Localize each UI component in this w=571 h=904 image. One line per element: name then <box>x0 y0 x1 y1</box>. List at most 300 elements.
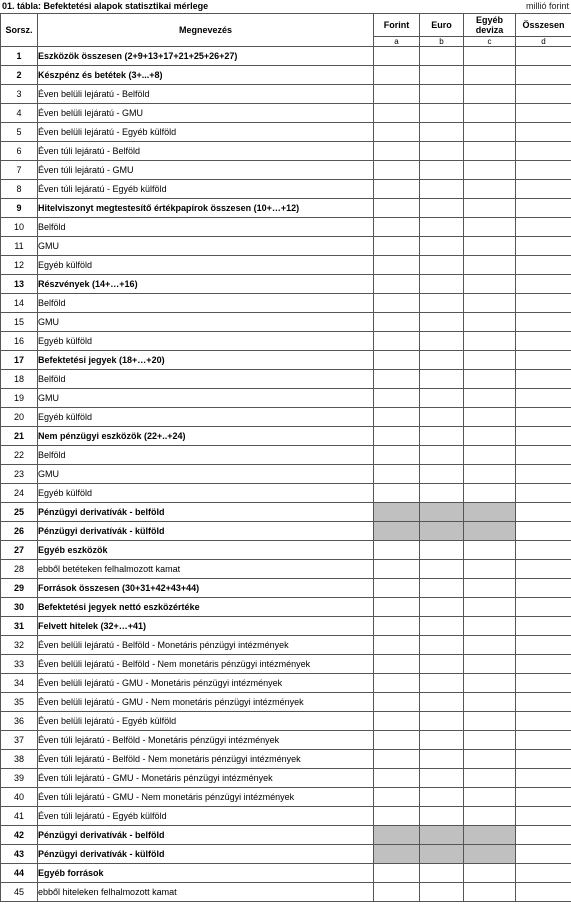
table-row <box>1 218 571 237</box>
cell-forint[interactable] <box>374 541 420 560</box>
row-number: 2 <box>1 66 38 85</box>
cell-forint[interactable] <box>374 636 420 655</box>
cell-osszesen[interactable] <box>516 351 571 370</box>
cell-osszesen[interactable] <box>516 826 571 845</box>
cell-osszesen[interactable] <box>516 484 571 503</box>
cell-egyeb-deviza[interactable] <box>464 446 516 465</box>
table-row <box>1 655 571 674</box>
cell-egyeb-deviza[interactable] <box>464 199 516 218</box>
row-number: 7 <box>1 161 38 180</box>
cell-forint[interactable] <box>374 389 420 408</box>
row-number: 10 <box>1 218 38 237</box>
cell-egyeb-deviza[interactable] <box>464 864 516 883</box>
row-label: GMU <box>38 313 374 332</box>
row-number: 18 <box>1 370 38 389</box>
cell-egyeb-deviza[interactable] <box>464 408 516 427</box>
table-row <box>1 883 571 902</box>
table-row <box>1 712 571 731</box>
cell-osszesen[interactable] <box>516 788 571 807</box>
cell-egyeb-deviza[interactable] <box>464 636 516 655</box>
subheader-a: a <box>374 37 420 47</box>
cell-euro[interactable] <box>420 465 464 484</box>
row-number: 16 <box>1 332 38 351</box>
row-number: 41 <box>1 807 38 826</box>
cell-egyeb-deviza[interactable] <box>464 788 516 807</box>
row-number: 20 <box>1 408 38 427</box>
cell-euro[interactable] <box>420 579 464 598</box>
table-row <box>1 598 571 617</box>
cell-forint[interactable] <box>374 674 420 693</box>
row-label: Éven belüli lejáratú - GMU - Monetáris pénzügyi intézmények <box>38 674 374 693</box>
cell-osszesen[interactable] <box>516 617 571 636</box>
cell-forint <box>374 522 420 541</box>
row-label: Éven túli lejáratú - Belföld <box>38 142 374 161</box>
cell-egyeb-deviza[interactable] <box>464 750 516 769</box>
header-forint: Forint <box>374 14 420 37</box>
table-row <box>1 313 571 332</box>
table-row <box>1 503 571 522</box>
cell-osszesen[interactable] <box>516 598 571 617</box>
row-number: 30 <box>1 598 38 617</box>
row-label: Éven belüli lejáratú - GMU <box>38 104 374 123</box>
cell-euro[interactable] <box>420 180 464 199</box>
cell-osszesen[interactable] <box>516 446 571 465</box>
row-label: Egyéb külföld <box>38 484 374 503</box>
cell-euro[interactable] <box>420 370 464 389</box>
table-row <box>1 446 571 465</box>
row-label: Belföld <box>38 370 374 389</box>
table-row <box>1 161 571 180</box>
cell-forint[interactable] <box>374 446 420 465</box>
cell-egyeb-deviza[interactable] <box>464 712 516 731</box>
cell-forint[interactable] <box>374 161 420 180</box>
cell-osszesen[interactable] <box>516 807 571 826</box>
cell-egyeb-deviza[interactable] <box>464 180 516 199</box>
cell-osszesen[interactable] <box>516 883 571 902</box>
cell-forint[interactable] <box>374 807 420 826</box>
subheader-d: d <box>516 37 571 47</box>
cell-egyeb-deviza[interactable] <box>464 389 516 408</box>
balance-sheet-table <box>0 13 571 902</box>
table-row <box>1 408 571 427</box>
row-label: Belföld <box>38 294 374 313</box>
cell-forint[interactable] <box>374 313 420 332</box>
cell-euro[interactable] <box>420 47 464 66</box>
cell-forint[interactable] <box>374 332 420 351</box>
cell-euro[interactable] <box>420 674 464 693</box>
table-row <box>1 617 571 636</box>
table-row <box>1 427 571 446</box>
cell-forint[interactable] <box>374 617 420 636</box>
table-row <box>1 484 571 503</box>
row-number: 3 <box>1 85 38 104</box>
row-label: Éven túli lejáratú - Egyéb külföld <box>38 807 374 826</box>
cell-osszesen[interactable] <box>516 294 571 313</box>
cell-forint[interactable] <box>374 408 420 427</box>
cell-osszesen[interactable] <box>516 560 571 579</box>
row-label: ebből hiteleken felhalmozott kamat <box>38 883 374 902</box>
cell-egyeb-deviza[interactable] <box>464 237 516 256</box>
cell-forint[interactable] <box>374 560 420 579</box>
cell-forint[interactable] <box>374 66 420 85</box>
cell-euro[interactable] <box>420 864 464 883</box>
cell-egyeb-deviza <box>464 826 516 845</box>
cell-osszesen[interactable] <box>516 769 571 788</box>
cell-osszesen[interactable] <box>516 579 571 598</box>
row-label: Éven túli lejáratú - GMU - Monetáris pénzügyi intézmények <box>38 769 374 788</box>
cell-egyeb-deviza[interactable] <box>464 674 516 693</box>
table-row <box>1 389 571 408</box>
cell-euro[interactable] <box>420 237 464 256</box>
table-row <box>1 731 571 750</box>
cell-forint[interactable] <box>374 199 420 218</box>
unit-label: millió forint <box>525 1 569 11</box>
cell-egyeb-deviza[interactable] <box>464 598 516 617</box>
cell-euro[interactable] <box>420 199 464 218</box>
cell-euro[interactable] <box>420 351 464 370</box>
cell-forint[interactable] <box>374 180 420 199</box>
cell-osszesen[interactable] <box>516 465 571 484</box>
cell-forint <box>374 826 420 845</box>
cell-osszesen[interactable] <box>516 123 571 142</box>
row-label: GMU <box>38 465 374 484</box>
table-row <box>1 788 571 807</box>
subheader-c: c <box>464 37 516 47</box>
row-label: Hitelviszonyt megtestesítő értékpapírok összesen (10+…+12) <box>38 199 374 218</box>
cell-forint[interactable] <box>374 218 420 237</box>
cell-osszesen[interactable] <box>516 674 571 693</box>
cell-osszesen[interactable] <box>516 693 571 712</box>
table-title-bar <box>0 0 571 13</box>
cell-forint[interactable] <box>374 351 420 370</box>
cell-egyeb-deviza[interactable] <box>464 484 516 503</box>
table-row <box>1 579 571 598</box>
row-label: Egyéb külföld <box>38 256 374 275</box>
table-row <box>1 294 571 313</box>
row-number: 27 <box>1 541 38 560</box>
row-label: Nem pénzügyi eszközök (22+..+24) <box>38 427 374 446</box>
cell-euro[interactable] <box>420 218 464 237</box>
cell-euro[interactable] <box>420 256 464 275</box>
cell-forint[interactable] <box>374 484 420 503</box>
cell-egyeb-deviza <box>464 845 516 864</box>
cell-euro[interactable] <box>420 769 464 788</box>
cell-egyeb-deviza[interactable] <box>464 294 516 313</box>
row-label: Éven belüli lejáratú - Belföld <box>38 85 374 104</box>
cell-forint[interactable] <box>374 275 420 294</box>
cell-euro[interactable] <box>420 712 464 731</box>
cell-osszesen[interactable] <box>516 541 571 560</box>
cell-osszesen[interactable] <box>516 332 571 351</box>
row-number: 24 <box>1 484 38 503</box>
cell-osszesen[interactable] <box>516 503 571 522</box>
cell-forint[interactable] <box>374 294 420 313</box>
row-number: 44 <box>1 864 38 883</box>
row-number: 14 <box>1 294 38 313</box>
row-number: 22 <box>1 446 38 465</box>
row-label: Éven belüli lejáratú - Belföld - Monetáris pénzügyi intézmények <box>38 636 374 655</box>
header-osszesen: Összesen <box>516 14 571 37</box>
cell-egyeb-deviza[interactable] <box>464 465 516 484</box>
row-label: Éven túli lejáratú - Belföld - Monetáris pénzügyi intézmények <box>38 731 374 750</box>
row-label: Források összesen (30+31+42+43+44) <box>38 579 374 598</box>
table-row <box>1 560 571 579</box>
cell-euro[interactable] <box>420 731 464 750</box>
cell-forint[interactable] <box>374 47 420 66</box>
cell-osszesen[interactable] <box>516 161 571 180</box>
cell-forint[interactable] <box>374 370 420 389</box>
row-number: 4 <box>1 104 38 123</box>
row-label: Éven belüli lejáratú - Egyéb külföld <box>38 712 374 731</box>
cell-egyeb-deviza[interactable] <box>464 123 516 142</box>
cell-osszesen[interactable] <box>516 199 571 218</box>
subheader-b: b <box>420 37 464 47</box>
cell-euro[interactable] <box>420 123 464 142</box>
cell-euro[interactable] <box>420 427 464 446</box>
row-number: 40 <box>1 788 38 807</box>
cell-osszesen[interactable] <box>516 85 571 104</box>
cell-egyeb-deviza[interactable] <box>464 560 516 579</box>
header-megnevezes: Megnevezés <box>38 14 374 47</box>
cell-euro[interactable] <box>420 66 464 85</box>
cell-egyeb-deviza[interactable] <box>464 142 516 161</box>
cell-egyeb-deviza[interactable] <box>464 332 516 351</box>
cell-osszesen[interactable] <box>516 522 571 541</box>
cell-osszesen[interactable] <box>516 256 571 275</box>
cell-forint[interactable] <box>374 712 420 731</box>
table-row <box>1 351 571 370</box>
cell-osszesen[interactable] <box>516 47 571 66</box>
cell-euro <box>420 826 464 845</box>
cell-egyeb-deviza[interactable] <box>464 256 516 275</box>
row-number: 15 <box>1 313 38 332</box>
cell-euro[interactable] <box>420 693 464 712</box>
table-row <box>1 807 571 826</box>
cell-euro[interactable] <box>420 541 464 560</box>
cell-forint[interactable] <box>374 750 420 769</box>
header-row <box>1 14 571 37</box>
cell-egyeb-deviza[interactable] <box>464 883 516 902</box>
cell-egyeb-deviza[interactable] <box>464 427 516 446</box>
cell-forint[interactable] <box>374 104 420 123</box>
row-number: 28 <box>1 560 38 579</box>
cell-euro[interactable] <box>420 446 464 465</box>
cell-osszesen[interactable] <box>516 408 571 427</box>
table-row <box>1 465 571 484</box>
table-row <box>1 864 571 883</box>
row-label: Egyéb külföld <box>38 332 374 351</box>
row-number: 33 <box>1 655 38 674</box>
table-row <box>1 123 571 142</box>
cell-euro[interactable] <box>420 161 464 180</box>
table-row <box>1 674 571 693</box>
cell-euro[interactable] <box>420 617 464 636</box>
cell-egyeb-deviza[interactable] <box>464 161 516 180</box>
cell-egyeb-deviza[interactable] <box>464 541 516 560</box>
cell-osszesen[interactable] <box>516 370 571 389</box>
row-label: Készpénz és betétek (3+...+8) <box>38 66 374 85</box>
row-number: 43 <box>1 845 38 864</box>
cell-egyeb-deviza[interactable] <box>464 66 516 85</box>
cell-osszesen[interactable] <box>516 427 571 446</box>
cell-osszesen[interactable] <box>516 66 571 85</box>
cell-euro[interactable] <box>420 389 464 408</box>
cell-osszesen[interactable] <box>516 142 571 161</box>
cell-euro[interactable] <box>420 636 464 655</box>
cell-forint[interactable] <box>374 427 420 446</box>
cell-euro[interactable] <box>420 598 464 617</box>
cell-euro[interactable] <box>420 85 464 104</box>
row-label: Éven belüli lejáratú - Belföld - Nem monetáris pénzügyi intézmények <box>38 655 374 674</box>
cell-osszesen[interactable] <box>516 750 571 769</box>
cell-forint[interactable] <box>374 85 420 104</box>
cell-osszesen[interactable] <box>516 731 571 750</box>
cell-euro[interactable] <box>420 788 464 807</box>
cell-egyeb-deviza[interactable] <box>464 351 516 370</box>
row-label: Pénzügyi derivatívák - külföld <box>38 845 374 864</box>
cell-egyeb-deviza[interactable] <box>464 85 516 104</box>
cell-osszesen[interactable] <box>516 845 571 864</box>
row-number: 6 <box>1 142 38 161</box>
row-number: 36 <box>1 712 38 731</box>
row-number: 31 <box>1 617 38 636</box>
cell-euro[interactable] <box>420 104 464 123</box>
table-row <box>1 180 571 199</box>
row-label: Belföld <box>38 218 374 237</box>
cell-forint[interactable] <box>374 237 420 256</box>
cell-forint[interactable] <box>374 788 420 807</box>
cell-osszesen[interactable] <box>516 313 571 332</box>
table-row <box>1 66 571 85</box>
cell-forint[interactable] <box>374 256 420 275</box>
cell-euro <box>420 845 464 864</box>
cell-euro[interactable] <box>420 883 464 902</box>
cell-osszesen[interactable] <box>516 218 571 237</box>
cell-osszesen[interactable] <box>516 180 571 199</box>
row-number: 11 <box>1 237 38 256</box>
cell-egyeb-deviza[interactable] <box>464 655 516 674</box>
cell-forint[interactable] <box>374 142 420 161</box>
row-label: ebből betéteken felhalmozott kamat <box>38 560 374 579</box>
row-label: Belföld <box>38 446 374 465</box>
cell-euro[interactable] <box>420 807 464 826</box>
table-row <box>1 47 571 66</box>
cell-forint[interactable] <box>374 693 420 712</box>
cell-egyeb-deviza[interactable] <box>464 104 516 123</box>
cell-euro[interactable] <box>420 313 464 332</box>
row-number: 23 <box>1 465 38 484</box>
cell-euro[interactable] <box>420 294 464 313</box>
table-row <box>1 769 571 788</box>
cell-egyeb-deviza[interactable] <box>464 275 516 294</box>
header-euro: Euro <box>420 14 464 37</box>
cell-euro[interactable] <box>420 332 464 351</box>
row-label: Egyéb eszközök <box>38 541 374 560</box>
header-egyeb-deviza: Egyéb deviza <box>464 14 516 37</box>
row-number: 32 <box>1 636 38 655</box>
row-number: 26 <box>1 522 38 541</box>
cell-forint[interactable] <box>374 731 420 750</box>
row-label: Pénzügyi derivatívák - külföld <box>38 522 374 541</box>
table-row <box>1 104 571 123</box>
table-row <box>1 750 571 769</box>
row-label: Részvények (14+…+16) <box>38 275 374 294</box>
cell-osszesen[interactable] <box>516 389 571 408</box>
cell-egyeb-deviza[interactable] <box>464 769 516 788</box>
row-label: Pénzügyi derivatívák - belföld <box>38 826 374 845</box>
cell-euro[interactable] <box>420 560 464 579</box>
row-label: Éven túli lejáratú - Egyéb külföld <box>38 180 374 199</box>
cell-egyeb-deviza[interactable] <box>464 313 516 332</box>
row-label: Egyéb források <box>38 864 374 883</box>
cell-egyeb-deviza <box>464 503 516 522</box>
cell-euro[interactable] <box>420 142 464 161</box>
row-label: Befektetési jegyek (18+…+20) <box>38 351 374 370</box>
row-label: Éven túli lejáratú - GMU <box>38 161 374 180</box>
cell-forint[interactable] <box>374 123 420 142</box>
cell-egyeb-deviza[interactable] <box>464 579 516 598</box>
cell-euro[interactable] <box>420 484 464 503</box>
table-row <box>1 275 571 294</box>
cell-egyeb-deviza[interactable] <box>464 218 516 237</box>
row-number: 37 <box>1 731 38 750</box>
cell-egyeb-deviza[interactable] <box>464 807 516 826</box>
cell-osszesen[interactable] <box>516 636 571 655</box>
cell-egyeb-deviza[interactable] <box>464 693 516 712</box>
cell-osszesen[interactable] <box>516 104 571 123</box>
cell-forint[interactable] <box>374 883 420 902</box>
cell-euro[interactable] <box>420 275 464 294</box>
cell-egyeb-deviza[interactable] <box>464 617 516 636</box>
cell-forint[interactable] <box>374 655 420 674</box>
cell-osszesen[interactable] <box>516 864 571 883</box>
header-sorsz: Sorsz. <box>1 14 38 47</box>
cell-forint[interactable] <box>374 579 420 598</box>
cell-egyeb-deviza <box>464 522 516 541</box>
cell-osszesen[interactable] <box>516 655 571 674</box>
row-number: 25 <box>1 503 38 522</box>
cell-euro <box>420 503 464 522</box>
cell-forint <box>374 503 420 522</box>
cell-forint[interactable] <box>374 465 420 484</box>
cell-forint[interactable] <box>374 598 420 617</box>
row-label: Éven túli lejáratú - Belföld - Nem monetáris pénzügyi intézmények <box>38 750 374 769</box>
cell-euro <box>420 522 464 541</box>
cell-egyeb-deviza[interactable] <box>464 731 516 750</box>
row-number: 34 <box>1 674 38 693</box>
cell-forint[interactable] <box>374 769 420 788</box>
cell-osszesen[interactable] <box>516 712 571 731</box>
table-row <box>1 541 571 560</box>
cell-forint[interactable] <box>374 864 420 883</box>
row-number: 29 <box>1 579 38 598</box>
row-number: 9 <box>1 199 38 218</box>
row-label: Felvett hitelek (32+…+41) <box>38 617 374 636</box>
table-row <box>1 199 571 218</box>
cell-egyeb-deviza[interactable] <box>464 370 516 389</box>
cell-osszesen[interactable] <box>516 237 571 256</box>
cell-euro[interactable] <box>420 655 464 674</box>
cell-egyeb-deviza[interactable] <box>464 47 516 66</box>
row-label: GMU <box>38 389 374 408</box>
cell-osszesen[interactable] <box>516 275 571 294</box>
cell-euro[interactable] <box>420 408 464 427</box>
table-row <box>1 636 571 655</box>
table-row <box>1 332 571 351</box>
table-row <box>1 85 571 104</box>
cell-euro[interactable] <box>420 750 464 769</box>
table-row <box>1 370 571 389</box>
